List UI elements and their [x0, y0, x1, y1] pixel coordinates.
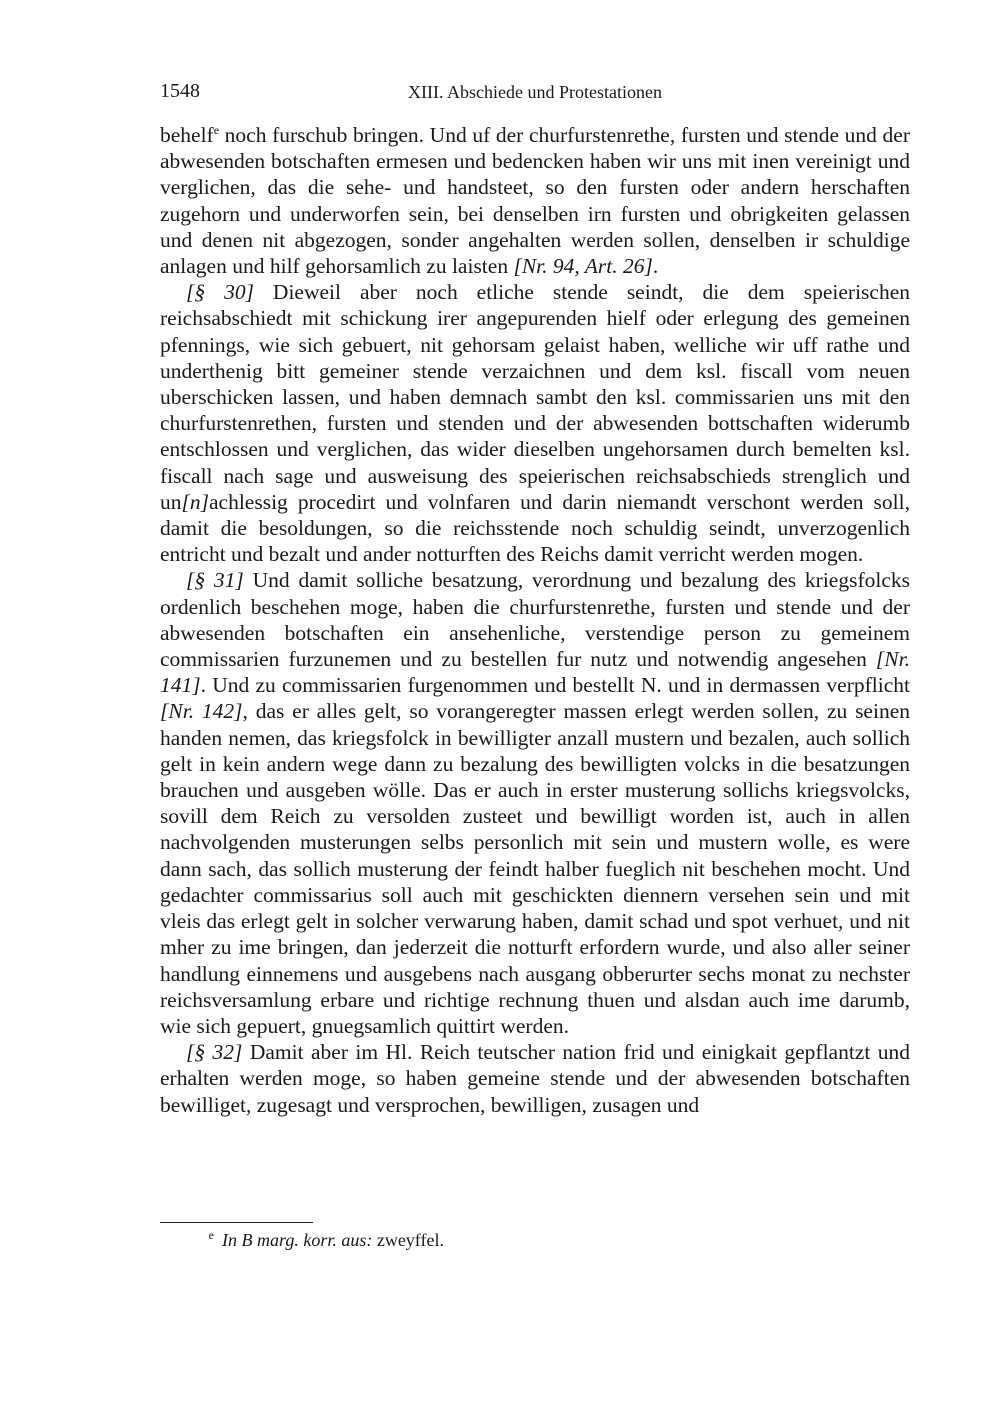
section-marker: [§ 32]: [186, 1040, 243, 1065]
page-number: 1548: [160, 80, 200, 102]
footnote-text: zweyffel.: [372, 1230, 444, 1250]
text-run: . Und zu commissarien furgenommen und bestellt N. und in dermassen verpflicht: [200, 673, 910, 698]
text-run: achlessig procedirt und volnfaren und darin niemandt verschont werden soll, damit die besoldungen, so die reichsstende noch schuldig seindt, unverzogenlich entricht und bezalt und ander notturften des Reichs damit verricht werden mogen.: [160, 489, 910, 567]
footnote-apparatus: In B marg. korr. aus:: [222, 1230, 373, 1250]
text-run: noch furschub bringen. Und uf der churfurstenrethe, fursten und stende und der abwesenden botschaften ermesen und bedencken haben wir uns mit inen vereinigt und verglichen, das die sehe- und handsteet, so den fursten oder andern herschaften zugehorn und underworfen sein, bei denselben irn fursten und obrigkeiten gelassen und denen nit abgezogen, sonder angehalten werden sollen, denselben ir schuldige anlagen und hilf gehorsamlich zu laisten: [160, 123, 910, 279]
cross-reference: [Nr. 141]: [160, 647, 910, 698]
footnote-marker[interactable]: e: [213, 122, 220, 137]
page-header: [160, 80, 910, 110]
text-run: Und damit solliche besatzung, verordnung und bezalung des kriegsfolcks ordenlich beschehen moge, haben die churfurstenrethe, fursten und stende und der abwesenden botschaften ein ansehenliche, verstendige person zu gemeinem commissarien furzunemen und zu bestellen fur nutz und notwendig angesehen: [160, 568, 910, 672]
text-run: behelf: [160, 123, 214, 147]
paragraph-section-30: [160, 279, 910, 567]
footnote-e: e In B marg. korr. aus: zweyffel.: [208, 1228, 444, 1250]
paragraph-section-32: [160, 1039, 910, 1118]
cross-reference: [Nr. 94, Art. 26]: [513, 254, 653, 279]
text-run: , das er alles gelt, so vorangeregter massen erlegt werden sollen, zu seinen handen nemen, das kriegsfolck in bewilligter anzall mustern und bezalen, auch sollich gelt in kein andern wege dann zu bezalung des bewilligten volcks in die besatzungen brauchen und ausgeben wölle. Das er auch in erster musterung sollichs kriegsvolcks, sovill dem Reich zu versolden zusteet und bewilligt worden ist, auch in allen nachvolgenden musterungen selbs personlich mit sein und mustern wolle, es were dann sach, das sollich musterung der feindt halber fueglich nit beschehen mocht. Und gedachter commissarius soll auch mit geschickten diennern versehen sein und mit vleis das erlegt gelt in solcher verwarung haben, damit schad und spot verhuet, und nit mher zu ime bringen, dan jederzeit die notturft erfordern wurde, und also aller seiner handlung einnemens und ausgebens nach ausgang obberurter sechs monat zu nechster reichsversamlung erbare und richtige rechnung thuen und alsdan auch ime darumb, wie sich gepuert, gnuegsamlich quittirt werden.: [160, 699, 910, 1038]
main-text: [160, 122, 910, 1118]
footnote-divider: [160, 1222, 313, 1223]
text-run: .: [652, 254, 659, 279]
editorial-emendation: [n]: [181, 489, 209, 514]
paragraph-1: [160, 122, 910, 279]
running-title: XIII. Abschiede und Protestationen: [408, 82, 662, 102]
section-marker: [§ 31]: [186, 568, 244, 593]
paragraph-section-31: [160, 567, 910, 1039]
cross-reference: [Nr. 142]: [160, 699, 243, 724]
section-marker: [§ 30]: [186, 280, 254, 305]
text-run: Dieweil aber noch etliche stende seindt, die dem speierischen reichsabschiedt mit schickung irer angepurenden hielf oder erlegung des gemeinen pfennings, wie sich gebuert, nit gehorsam gelaist haben, welliche wir uff rathe und underthenig bitt gemeiner stende verzaichnen und dem ksl. fiscall vom neuen uberschicken lassen, und haben demnach sambt den ksl. commissarien uns mit den churfurstenrethen, fursten und stenden und der abwesenden bottschaften widerumb entschlossen und verglichen, das wider dieselben ungehorsamen durch bemelten ksl. fiscall nach sage und ausweisung des speierischen reichsabschieds strenglich und un: [160, 280, 910, 514]
text-run: Damit aber im Hl. Reich teutscher nation frid und einigkait gepflantzt und erhalten werden moge, so haben gemeine stende und der abwesenden botschaften bewilliget, zugesagt und versprochen, bewilligen, zusagen und: [160, 1040, 910, 1117]
